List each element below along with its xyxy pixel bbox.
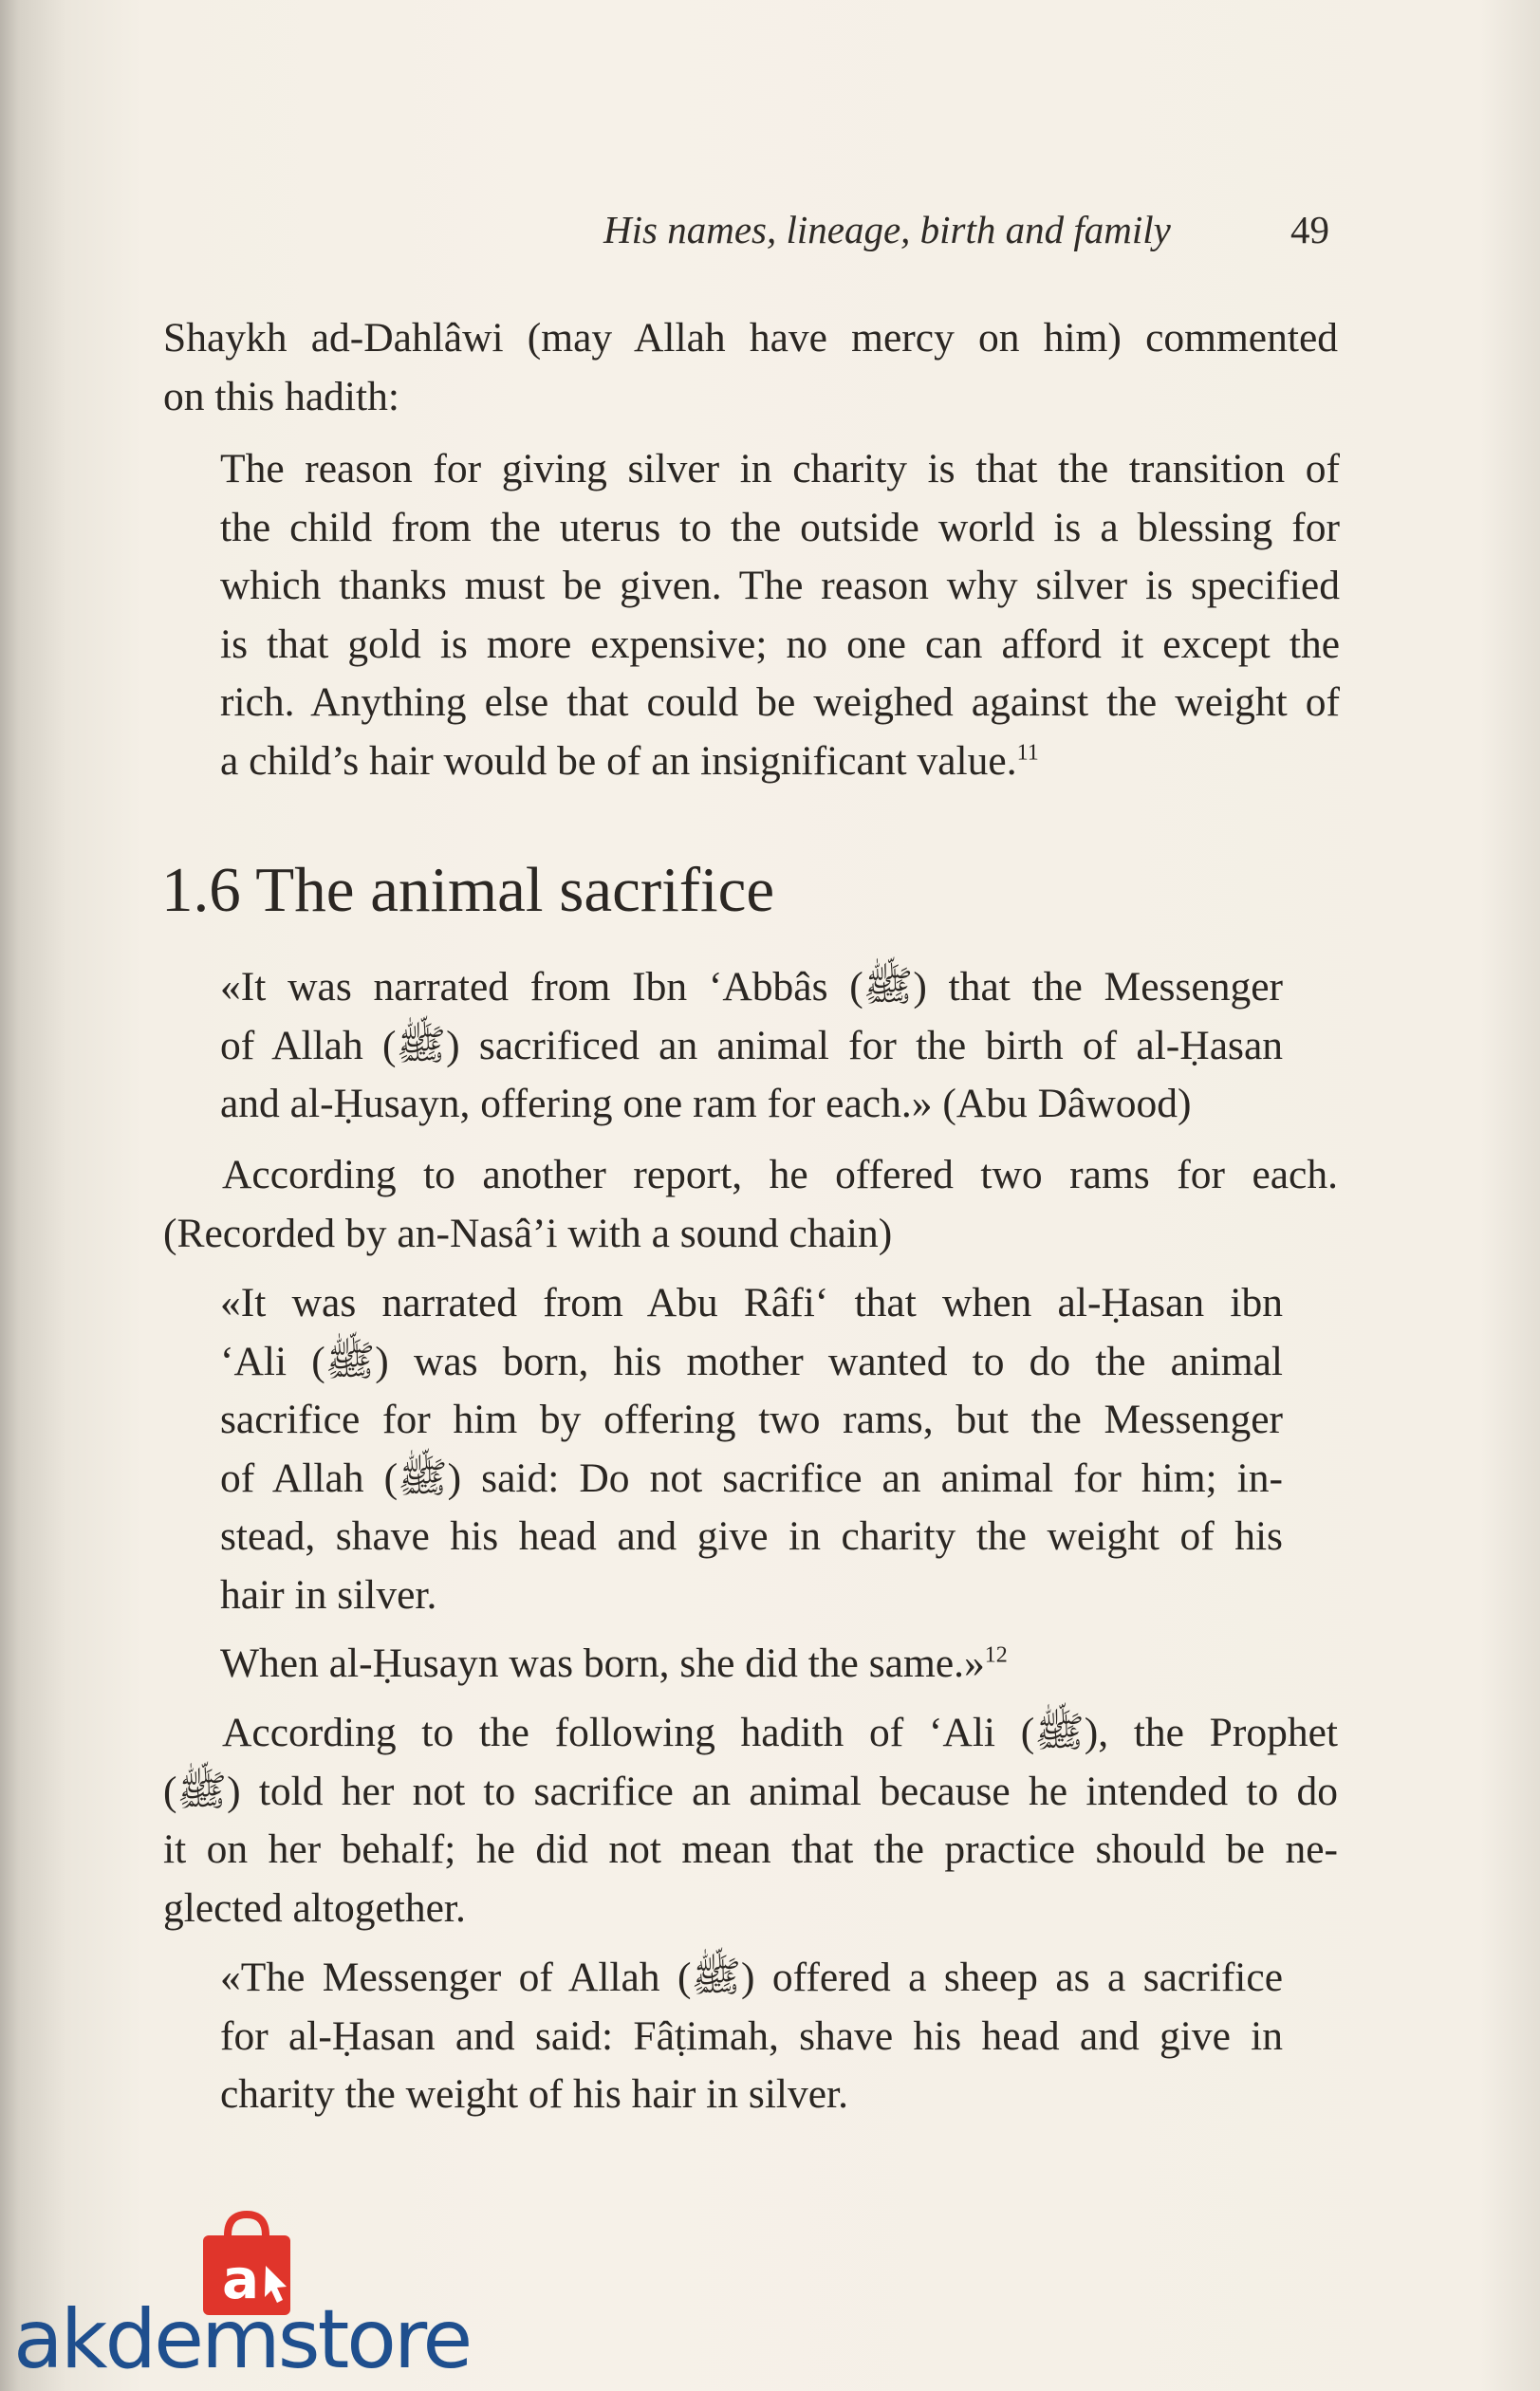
- text-line: Shaykh ad-Dahlâwi (may Allah have mercy on him) commented: [163, 315, 1338, 361]
- text-line: charity the weight of his hair in silver.: [220, 2071, 849, 2117]
- commentary-paragraph: [163, 1704, 1338, 1937]
- hadith-closing: [220, 1635, 1283, 1694]
- watermark-brand: akdemstore: [13, 2292, 471, 2387]
- text-line: and al-Ḥusayn, offering one ram for each.» (Abu Dâwood): [220, 1081, 1192, 1126]
- text-line: of Allah (ﷺ) sacrificed an animal for the birth of al-Ḥasan: [220, 1022, 1283, 1068]
- text-line: it on her behalf; he did not mean that the practice should be ne-: [163, 1826, 1338, 1872]
- footnote-marker: 12: [984, 1642, 1008, 1668]
- text-line: The reason for giving silver in charity is that the transition of: [220, 446, 1340, 491]
- text-line: is that gold is more expensive; no one can afford it except the: [220, 621, 1340, 667]
- section-heading: 1.6 The animal sacrifice: [161, 855, 775, 925]
- text-line: ‘Ali (ﷺ) was born, his mother wanted to do the animal: [220, 1338, 1283, 1384]
- text-line: which thanks must be given. The reason why silver is specified: [220, 563, 1340, 608]
- text-line: hair in silver.: [220, 1571, 437, 1618]
- text-line: «It was narrated from Abu Râfi‘ that when al-Ḥasan ibn: [220, 1280, 1283, 1325]
- text-line: glected altogether.: [163, 1884, 466, 1931]
- footnote-marker: 11: [1016, 740, 1039, 765]
- text-line: sacrifice for him by offering two rams, but the Messenger: [220, 1397, 1283, 1442]
- report-paragraph: [163, 1146, 1338, 1263]
- text-line: According to another report, he offered two rams for each.: [222, 1152, 1338, 1197]
- intro-paragraph: [163, 309, 1338, 426]
- text-line: (Recorded by an-Nasâ’i with a sound chain): [163, 1210, 893, 1256]
- hadith-quote: [220, 958, 1283, 1134]
- text-line: When al-Ḥusayn was born, she did the same.»: [220, 1640, 985, 1686]
- text-line: rich. Anything else that could be weighed against the weight of: [220, 679, 1340, 725]
- running-title: His names, lineage, birth and family: [603, 208, 1171, 251]
- hadith-quote: [220, 1274, 1283, 1624]
- text-line: a child’s hair would be of an insignificant value.: [220, 737, 1017, 784]
- text-line: of Allah (ﷺ) said: Do not sacrifice an animal for him; in-: [220, 1455, 1283, 1501]
- svg-text:a: a: [222, 2247, 260, 2311]
- text-line: «It was narrated from Ibn ‘Abbâs (ﷺ) that the Messenger: [220, 964, 1283, 1010]
- text-line: stead, shave his head and give in charity the weight of his: [220, 1513, 1283, 1559]
- text-line: «The Messenger of Allah (ﷺ) offered a sheep as a sacrifice: [220, 1955, 1284, 2000]
- text-line-with-footnote: [220, 732, 1340, 791]
- hadith-quote: [220, 1949, 1283, 2124]
- text-line: on this hadith:: [163, 373, 399, 419]
- text-line: (ﷺ) told her not to sacrifice an animal because he intended to do: [163, 1768, 1338, 1814]
- page-number: 49: [1290, 208, 1329, 251]
- text-line-with-footnote: [220, 1635, 1283, 1694]
- block-quote: [220, 440, 1340, 790]
- text-line: for al-Ḥasan and said: Fâṭimah, shave his head and give in: [220, 2012, 1283, 2059]
- text-line: the child from the uterus to the outside world is a blessing for: [220, 504, 1340, 550]
- text-line: According to the following hadith of ‘Ali (ﷺ), the Prophet: [222, 1710, 1339, 1755]
